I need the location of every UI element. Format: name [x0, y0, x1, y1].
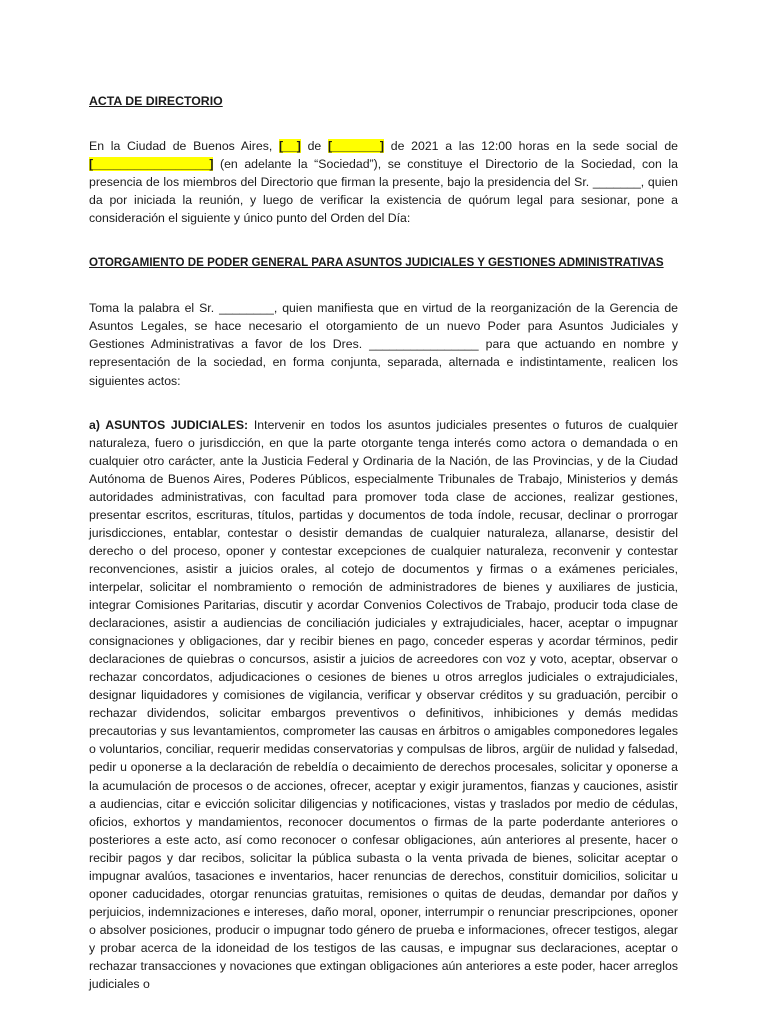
document-page: [89, 92, 678, 993]
blank-company-field: [_________________]: [89, 157, 214, 172]
document-title: ACTA DE DIRECTORIO: [89, 94, 223, 108]
intro-paragraph: [89, 137, 678, 227]
section-title: OTORGAMIENTO DE PODER GENERAL PARA ASUNTOS JUDICIALES Y GESTIONES ADMINISTRATIVAS: [89, 256, 664, 270]
intro-text-3: de 2021 a las 12:00 horas en la sede social de: [384, 139, 679, 154]
intro-text-4: (en adelante la “Sociedad”), se constituye el Directorio de la Sociedad, con la presencia de los miembros del Directorio que firman la presente, bajo la presidencia del Sr. _______, quien da por iniciada la reunión, y luego de verificar la existencia de quórum legal para sesionar, pone a consideración el siguiente y único punto del Orden del Día:: [89, 157, 678, 226]
spacer: [89, 272, 678, 299]
section-a-heading: ASUNTOS JUDICIALES:: [105, 417, 249, 432]
section-a-label: a): [89, 417, 106, 432]
intro-text-2: de: [300, 139, 328, 154]
spacer: [89, 390, 678, 416]
section-a-paragraph: [89, 416, 678, 994]
spacer: [89, 227, 678, 254]
blank-month-field: [_______]: [327, 139, 385, 154]
section-a-text: Intervenir en todos los asuntos judiciales presentes o futuros de cualquier naturaleza, fuero o jurisdicción, en que la parte otorgante tenga interés como actora o demandada o en cualquier otro carácter, ante la Justicia Federal y Ordinaria de la Nación, de las Provincias, y de la Ciudad Autónoma de Buenos Aires, Poderes Públicos, especialmente Tribunales de Trabajo, Ministerios y demás autoridades administrativas, con facultad para promover toda clase de acciones, realizar gestiones, presentar escritos, escrituras, títulos, partidas y documentos de toda índole, recusar, declinar o prorrogar jurisdicciones, entablar, contestar o desistir demandas de cualquier naturaleza, allanarse, desistir del derecho o del proceso, oponer y contestar excepciones de cualquier naturaleza, reconvenir y contestar reconvenciones, asistir a juicios orales, al cotejo de documentos y firmas o a exámenes periciales, interpelar, solicitar el nombramiento o remoción de administradores de bienes y auxiliares de justicia, integrar Comisiones Paritarias, discutir y acordar Convenios Colectivos de Trabajo, producir toda clase de declaraciones, asistir a audiencias de conciliación judiciales y extrajudiciales, hacer, aceptar o impugnar consignaciones y obligaciones, dar y recibir bienes en pago, conceder esperas y acordar términos, pedir declaraciones de quiebras o concursos, asistir a juicios de acreedores con voz y voto, aceptar, observar o rechazar concordatos, adjudicaciones o cesiones de bienes u otros arreglos judiciales o extrajudiciales, designar liquidadores y comisiones de vigilancia, verificar y observar créditos y su graduación, percibir o rechazar dividendos, solicitar embargos preventivos o definitivos, inhibiciones y demás medidas precautorias y sus levantamientos, comprometer las causas en árbitros o amigables componedores legales o voluntarios, conciliar, requerir medidas conservatorias y compulsas de libros, argüir de nulidad y falsedad, pedir u oponerse a la declaración de rebeldía o decaimiento de derechos procesales, solicitar y oponerse a la acumulación de procesos o de acciones, ofrecer, aceptar y exigir juramentos, fianzas y cauciones, asistir a audiencias, citar e evicción solicitar diligencias y notificaciones, vistas y traslados por medio de cédulas, oficios, exhortos y mandamientos, reconocer documentos o firmas de la parte poderdante anteriores o posteriores a este acto, así como reconocer o confesar obligaciones, aún anteriores al presente, hacer o recibir pagos y dar recibos, solicitar la pública subasta o la venta privada de bienes, solicitar aceptar o impugnar avalúos, tasaciones e inventarios, hacer renuncias de derechos, constituir domicilios, solicitar u oponer caducidades, otorgar renuncias gratuitas, remisiones o quitas de deudas, demandar por daños y perjuicios, indemnizaciones e intereses, daño moral, oponer, interrumpir o renunciar prescripciones, oponer o absolver posiciones, producir o impugnar todo género de prueba e informaciones, ofrecer testigos, alegar y probar acerca de la idoneidad de los testigos de las causas, e impugnar sus declaraciones, aceptar o rechazar transacciones y novaciones que extingan obligaciones aún anteriores a este poder, hacer arreglos judiciales o: [89, 417, 678, 992]
intro-text-1: En la Ciudad de Buenos Aires,: [89, 139, 279, 154]
blank-day-field: [__]: [278, 139, 301, 154]
spacer: [89, 110, 678, 137]
resolution-paragraph: Toma la palabra el Sr. ________, quien manifiesta que en virtud de la reorganización de la Gerencia de Asuntos Legales, se hace necesario el otorgamiento de un nuevo Poder para Asuntos Judiciales y Gestiones Administrativas a favor de los Dres. ________________ para que actuando en nombre y representación de la sociedad, en forma conjunta, separada, alternada e indistintamente, realicen los siguientes actos:: [89, 301, 678, 388]
